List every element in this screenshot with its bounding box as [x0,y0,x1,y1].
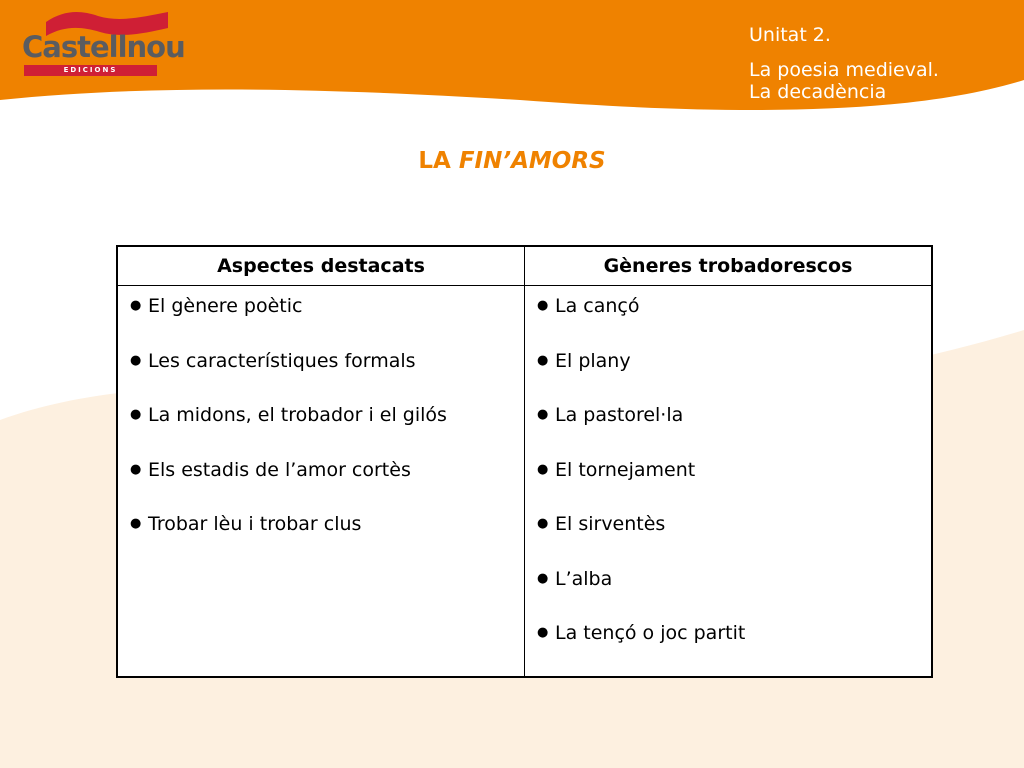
bullet-icon: ● [537,625,549,640]
list-item: ● El gènere poètic [130,295,303,317]
list-item: ● Trobar lèu i trobar clus [130,513,362,535]
bullet-icon: ● [130,298,142,313]
list-item: ● El plany [537,349,631,372]
bullet-icon: ● [130,516,142,531]
header-generes: Gèneres trobadorescos [525,246,933,286]
logo-wordmark: Castellnou [22,30,185,64]
bullet-icon: ● [130,352,142,368]
bullet-icon: ● [130,461,142,477]
page-title [0,148,1024,174]
list-item: ● El tornejament [537,458,696,481]
bullet-icon: ● [537,352,549,368]
topic-line-1: La poesia medieval. [749,59,939,81]
generes-cell [525,286,933,677]
bullet-icon: ● [537,570,549,586]
aspectes-list [128,294,516,567]
title-prefix: LA [418,148,451,174]
bullet-icon: ● [537,516,549,531]
header-aspectes: Aspectes destacats [117,246,525,286]
bullet-icon: ● [537,298,549,313]
topics-table [116,245,933,678]
bullet-icon: ● [537,407,549,422]
table-header-row [117,246,932,286]
list-item: ● La pastorel·la [537,404,684,426]
list-item: ● L’alba [537,567,613,590]
topic-line-2: La decadència [749,81,887,103]
list-item: ● La cançó [537,295,640,317]
unit-label: Unitat 2. [749,24,831,46]
castellnou-logo [22,8,185,80]
generes-list [535,294,923,676]
table-row [117,286,932,677]
bullet-icon: ● [130,407,142,422]
list-item: ● La midons, el trobador i el gilós [130,404,447,426]
aspectes-cell [117,286,525,677]
unit-header [749,24,939,103]
list-item: ● Les característiques formals [130,349,416,372]
bullet-icon: ● [537,461,549,477]
list-item: ● La tençó o joc partit [537,622,746,644]
list-item: ● El sirventès [537,513,666,535]
list-item: ● Els estadis de l’amor cortès [130,458,411,481]
logo-subtitle: EDICIONS [24,65,157,76]
title-emphasis: FIN’AMORS [458,148,606,174]
